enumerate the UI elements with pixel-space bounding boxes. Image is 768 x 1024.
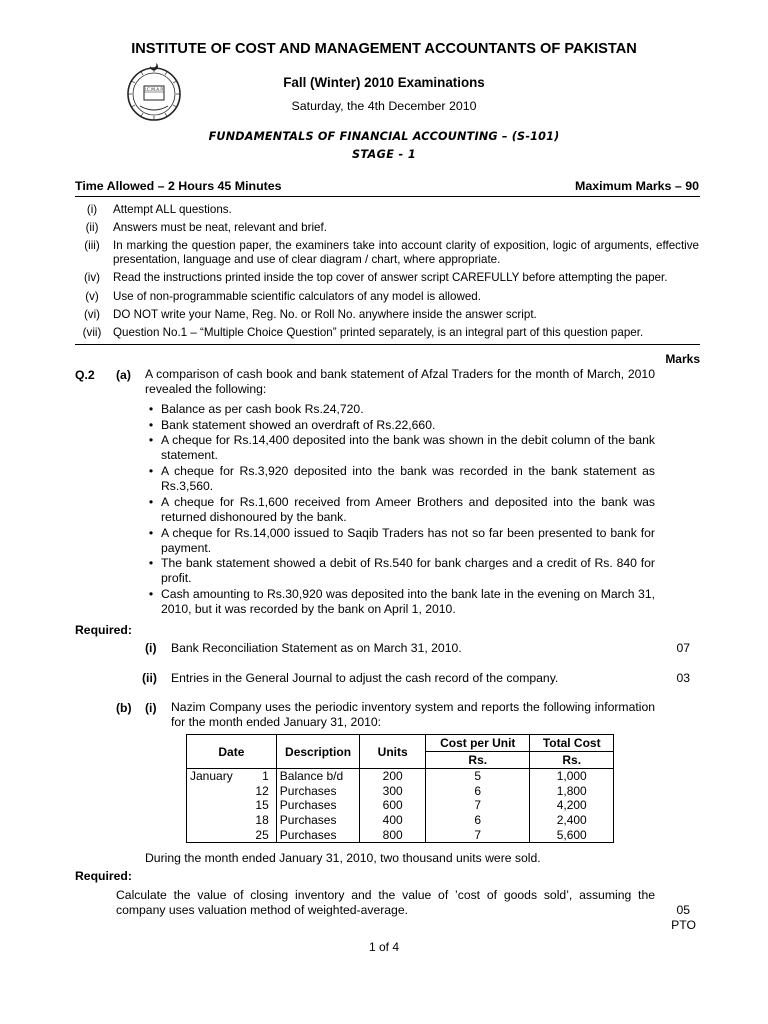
bullet-text: A cheque for Rs.14,000 issued to Saqib Traders has not so far been presented to bank for payment. xyxy=(161,526,655,556)
date-day: 12 xyxy=(255,783,269,798)
bullet-text: The bank statement showed a debit of Rs.540 for bank charges and a credit of Rs. 840 for profit. xyxy=(161,556,655,586)
instruction-text: Use of non-programmable scientific calculators of any model is allowed. xyxy=(113,290,481,303)
date-day: 1 xyxy=(262,769,269,784)
cost-cell: 6 xyxy=(426,784,530,799)
question-number: Q.2 xyxy=(75,368,95,382)
date-cell xyxy=(187,769,277,784)
bullet-text: Cash amounting to Rs.30,920 was deposited into the bank late in the evening on March 31, 2010, but it was recorded by the bank on April 1, 2010. xyxy=(161,587,655,617)
instruction-text: Question No.1 – “Multiple Choice Question” printed separately, is an integral part of this question paper. xyxy=(113,326,644,339)
instruction-number: (iv) xyxy=(83,271,101,284)
table-row xyxy=(187,813,614,828)
instruction-number: (v) xyxy=(85,290,99,303)
required-b-text: Calculate the value of closing inventory and the value of ’cost of goods sold’, assuming the company uses valuation method of weighted-average. xyxy=(116,888,655,918)
required-ii-text: Entries in the General Journal to adjust the cash record of the company. xyxy=(171,671,559,685)
bullet-text: Bank statement showed an overdraft of Rs.22,660. xyxy=(161,418,436,432)
exam-title: Fall (Winter) 2010 Examinations xyxy=(283,75,485,90)
header-cost-per-unit: Cost per Unit xyxy=(426,735,530,752)
bullet-icon: • xyxy=(148,587,154,601)
instruction-text: In marking the question paper, the examiners take into account clarity of exposition, logic of arguments, effective presentation, language and use of clear diagram / chart, where appropriate. xyxy=(113,239,699,266)
total-cell: 4,200 xyxy=(530,798,614,813)
description-cell: Purchases xyxy=(276,827,360,842)
header-total-cost-currency: Rs. xyxy=(530,752,614,769)
instruction-text: Read the instructions printed inside the top cover of answer script CAREFULLY before attempting the paper. xyxy=(113,271,668,284)
date-cell xyxy=(187,784,277,799)
bullet-icon: • xyxy=(148,402,154,416)
instruction-number: (i) xyxy=(86,203,98,216)
instruction-text: Attempt ALL questions. xyxy=(113,203,232,216)
required-ii-marks: 03 xyxy=(676,671,690,685)
bullet-text: A cheque for Rs.14,400 deposited into the bank was shown in the debit column of the bank statement. xyxy=(161,433,655,463)
bullet-text: A cheque for Rs.3,920 deposited into the bank was recorded in the bank statement as Rs.3,560. xyxy=(161,464,655,494)
cost-cell: 7 xyxy=(426,827,530,842)
stage-title: STAGE - 1 xyxy=(351,148,417,161)
instruction-text: Answers must be neat, relevant and brief. xyxy=(113,221,327,234)
description-cell: Balance b/d xyxy=(276,769,360,784)
divider-bottom xyxy=(75,344,700,345)
date-day: 25 xyxy=(255,827,269,842)
part-b-marks: 05 xyxy=(676,903,690,917)
bullet-icon: • xyxy=(148,556,154,570)
total-cell: 1,000 xyxy=(530,769,614,784)
description-cell: Purchases xyxy=(276,798,360,813)
time-allowed: Time Allowed – 2 Hours 45 Minutes xyxy=(75,179,282,193)
cost-cell: 5 xyxy=(426,769,530,784)
part-b-label: (b) xyxy=(116,701,132,715)
page-number: 1 of 4 xyxy=(368,940,400,954)
divider-top xyxy=(75,196,700,197)
institute-seal-logo xyxy=(126,62,182,122)
instruction-number: (ii) xyxy=(85,221,99,234)
required-i-text: Bank Reconciliation Statement as on March 31, 2010. xyxy=(171,641,462,655)
logo-text: I.C.M.A.P. xyxy=(144,87,164,92)
table-row xyxy=(187,798,614,813)
total-cell: 1,800 xyxy=(530,784,614,799)
please-turn-over: PTO xyxy=(671,918,696,932)
total-cell: 5,600 xyxy=(530,827,614,842)
description-cell: Purchases xyxy=(276,784,360,799)
header-date: Date xyxy=(187,735,277,769)
units-cell: 200 xyxy=(360,769,426,784)
bullet-icon: • xyxy=(148,526,154,540)
instruction-text: DO NOT write your Name, Reg. No. or Roll No. anywhere inside the answer script. xyxy=(113,308,537,321)
units-cell: 600 xyxy=(360,798,426,813)
units-cell: 800 xyxy=(360,827,426,842)
required-i-label: (i) xyxy=(145,641,157,655)
subject-title: FUNDAMENTALS OF FINANCIAL ACCOUNTING – (S-101) xyxy=(208,130,560,143)
bullet-icon: • xyxy=(148,418,154,432)
date-day: 18 xyxy=(255,813,269,828)
institute-name: INSTITUTE OF COST AND MANAGEMENT ACCOUNTANTS OF PAKISTAN xyxy=(131,41,637,57)
bullet-text: Balance as per cash book Rs.24,720. xyxy=(161,402,364,416)
units-cell: 300 xyxy=(360,784,426,799)
maximum-marks: Maximum Marks – 90 xyxy=(575,179,699,193)
required-ii-label: (ii) xyxy=(142,671,157,685)
header-cost-per-unit-currency: Rs. xyxy=(426,752,530,769)
date-cell xyxy=(187,827,277,842)
required-label-b: Required: xyxy=(75,869,132,883)
total-cell: 2,400 xyxy=(530,813,614,828)
inventory-table xyxy=(186,734,614,843)
table-row xyxy=(187,827,614,842)
date-month: January xyxy=(190,769,233,784)
date-cell xyxy=(187,813,277,828)
table-row xyxy=(187,769,614,784)
instruction-number: (iii) xyxy=(84,239,100,252)
table-header-row xyxy=(187,735,614,752)
cost-cell: 6 xyxy=(426,813,530,828)
bullet-icon: • xyxy=(148,464,154,478)
part-b-sub-label: (i) xyxy=(145,701,157,715)
part-a-label: (a) xyxy=(116,368,131,382)
required-i-marks: 07 xyxy=(676,641,690,655)
cost-cell: 7 xyxy=(426,798,530,813)
bullet-icon: • xyxy=(148,495,154,509)
units-sold-note: During the month ended January 31, 2010, two thousand units were sold. xyxy=(145,851,541,865)
bullet-text: A cheque for Rs.1,600 received from Ameer Brothers and deposited into the bank was returned dishonoured by the bank. xyxy=(161,495,655,525)
units-cell: 400 xyxy=(360,813,426,828)
header-total-cost: Total Cost xyxy=(530,735,614,752)
date-day: 15 xyxy=(255,798,269,813)
description-cell: Purchases xyxy=(276,813,360,828)
part-a-intro: A comparison of cash book and bank statement of Afzal Traders for the month of March, 2010 revealed the following: xyxy=(145,367,655,397)
marks-heading: Marks xyxy=(665,352,700,366)
date-cell xyxy=(187,798,277,813)
table-row xyxy=(187,784,614,799)
required-label: Required: xyxy=(75,623,132,637)
exam-date: Saturday, the 4th December 2010 xyxy=(291,99,477,113)
instruction-number: (vi) xyxy=(83,308,101,321)
bullet-icon: • xyxy=(148,433,154,447)
instruction-number: (vii) xyxy=(82,326,102,339)
part-b-intro: Nazim Company uses the periodic inventory system and reports the following information for the month ended January 31, 2010: xyxy=(171,700,655,730)
header-description: Description xyxy=(276,735,360,769)
header-units: Units xyxy=(360,735,426,769)
